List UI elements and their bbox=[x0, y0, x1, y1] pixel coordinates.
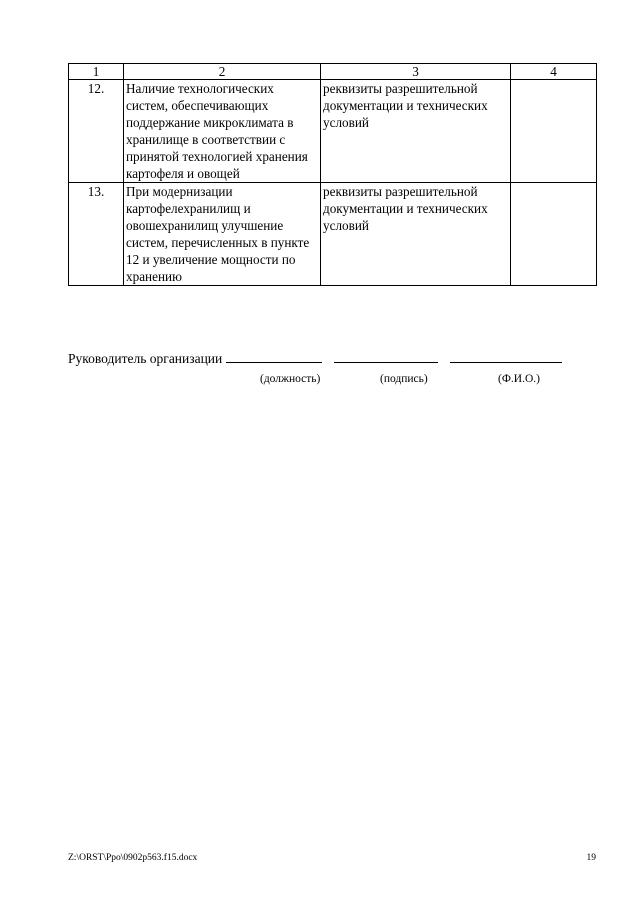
row-notes bbox=[511, 80, 597, 183]
name-caption: (Ф.И.О.) bbox=[498, 373, 540, 385]
name-blank bbox=[450, 350, 562, 363]
row-notes bbox=[511, 183, 597, 286]
signature-block bbox=[68, 350, 596, 389]
row-description: Наличие технологических систем, обеспечивающих поддержание микроклимата в хранилище в соответствии с принятой технологией хранения картофеля и овощей bbox=[124, 80, 321, 183]
position-blank bbox=[226, 350, 322, 363]
page-number: 19 bbox=[586, 853, 596, 863]
column-header-2: 2 bbox=[124, 64, 321, 80]
file-path: Z:\ORST\Ppo\0902p563.f15.docx bbox=[68, 853, 198, 863]
sign-caption: (подпись) bbox=[380, 373, 428, 385]
column-header-1: 1 bbox=[69, 64, 124, 80]
row-number: 13. bbox=[69, 183, 124, 286]
row-documents: реквизиты разрешительной документации и технических условий bbox=[321, 80, 511, 183]
position-caption: (должность) bbox=[260, 373, 321, 385]
table-row bbox=[69, 80, 597, 183]
column-header-3: 3 bbox=[321, 64, 511, 80]
table-header-row bbox=[69, 64, 597, 80]
signature-line bbox=[68, 350, 596, 367]
signature-label: Руководитель организации bbox=[68, 351, 223, 366]
row-number: 12. bbox=[69, 80, 124, 183]
row-description: При модернизации картофелехранилищ и овошехранилищ улучшение систем, перечисленных в пункте 12 и увеличение мощности по хранению bbox=[124, 183, 321, 286]
row-documents: реквизиты разрешительной документации и технических условий bbox=[321, 183, 511, 286]
column-header-4: 4 bbox=[511, 64, 597, 80]
page-footer bbox=[68, 853, 596, 863]
document-table bbox=[68, 63, 597, 286]
table-row bbox=[69, 183, 597, 286]
signature-captions bbox=[68, 373, 596, 389]
sign-blank bbox=[334, 350, 438, 363]
